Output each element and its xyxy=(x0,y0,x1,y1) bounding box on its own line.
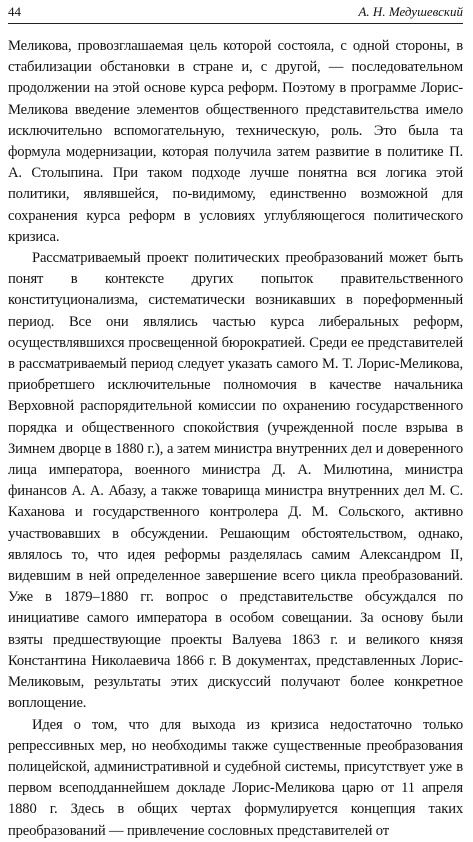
page-header xyxy=(8,0,463,24)
paragraph: Рассматриваемый проект политических преобразований может быть понят в контексте других попыток правительственного конституционализма, систематически возникавших в пореформенный период. Все они являлись частью курса либеральных реформ, осуществлявшихся просвещенной бюрократией. Среди ее представителей в рассматриваемый период следует указать самого М. Т. Лорис-Меликова, приобретшего исключительные полномочия в качестве начальника Верховной распорядительной комиссии по охранению государственного порядка и общественного спокойствия (учрежденной после взрыва в Зимнем дворце в 1880 г.), а затем министра внутренних дел и доверенного лица императора, военного министра Д. А. Милютина, министра финансов А. А. Абазу, а также товарища министра внутренних дел М. С. Каханова и государственного контролера Д. М. Сольского, активно участвовавших в обсуждении. Решающим обстоятельством, однако, являлось то, что идея реформы разделялась самим Александром II, видевшим в ней определенное завершение всего цикла преобразований. Уже в 1879–1880 гг. вопрос о представительстве обсуждался по инициативе самого императора в особом совещании. За основу были взяты предшествующие проекты Валуева 1863 г. и великого князя Константина Николаевича 1866 г. В документах, представленных Лорис-Меликовым, результаты этих дискуссий получают более конкретное воплощение. xyxy=(8,250,463,712)
paragraph: Идея о том, что для выхода из кризиса недостаточно только репрессивных мер, но необходимы также существенные преобразования полицейской, административной и судебной системы, присутствует уже в первом всеподданнейшем докладе Лорис-Меликова царю от 11 апреля 1880 г. Здесь в общих чертах формулируется концепция таких преобразований — привлечение сословных представителей от xyxy=(8,716,463,839)
paragraph-continued: Меликова, провозглашаемая цель которой состояла, с одной стороны, в стабилизации обстановки в стране и, с другой, — последовательном продолжении на этой основе курса реформ. Поэтому в программе Лорис-Меликова введение элементов общественного представительства имело исключительно вспомогательную, техническую, роль. Это была та формула модернизации, которая получила затем развитие в политике П. А. Столыпина. При таком подходе лучше понятна вся логика этой политики, являвшейся, по-видимому, единственно возможной для сохранения курса реформ в условиях углубляющегося политического кризиса. xyxy=(8,38,463,245)
running-head-author: А. Н. Медушевский xyxy=(358,4,463,19)
page-number: 44 xyxy=(8,4,21,19)
body-text xyxy=(8,36,463,842)
